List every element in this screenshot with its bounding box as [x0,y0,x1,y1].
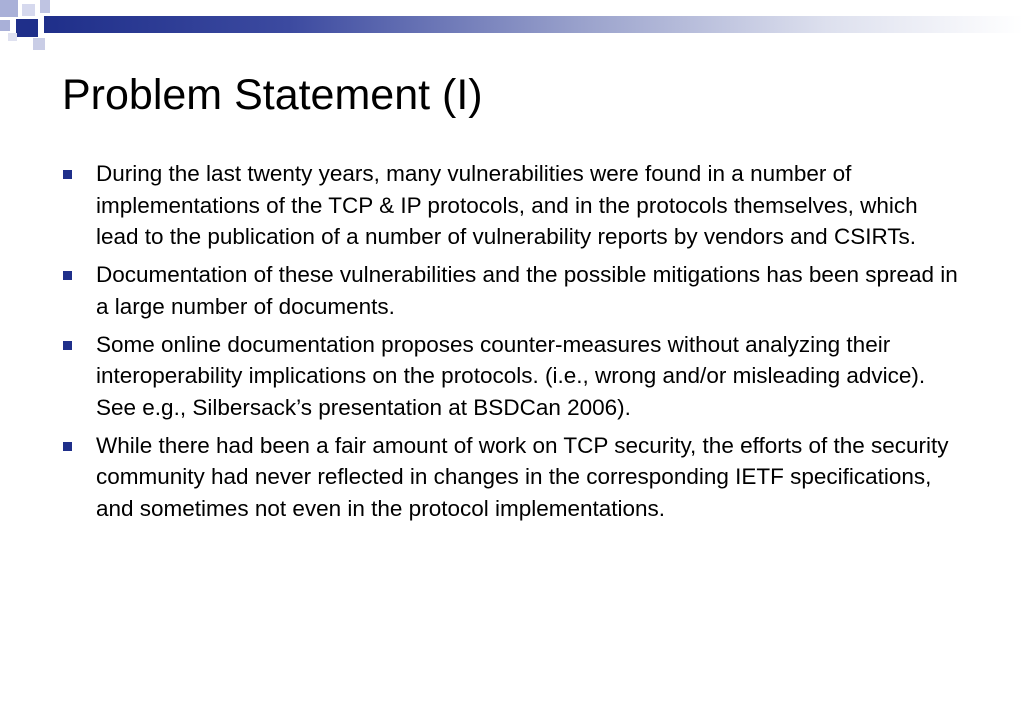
square-bullet-icon [63,341,72,350]
bullet-text: Some online documentation proposes counter-measures without analyzing their interoperability implications on the protocols. (i.e., wrong and/or misleading advice). See e.g., Silbersack’s presentation at BSDCan 2006). [96,331,926,420]
bullet-item [96,329,958,424]
decor-square [22,4,35,16]
slide-title: Problem Statement (I) [62,71,483,119]
decor-square [16,19,38,37]
square-bullet-icon [63,170,72,179]
decor-square [8,33,17,41]
bullet-list [96,158,958,531]
square-bullet-icon [63,442,72,451]
decor-square [40,0,50,13]
bullet-text: While there had been a fair amount of work on TCP security, the efforts of the security community had never reflected in changes in the corresponding IETF specifications, and sometimes not even in the protocol implementations. [96,432,949,521]
header-gradient-bar [44,16,1023,33]
square-bullet-icon [63,271,72,280]
bullet-text: During the last twenty years, many vulnerabilities were found in a number of implementations of the TCP & IP protocols, and in the protocols themselves, which lead to the publication of a number of vulnerability reports by vendors and CSIRTs. [96,161,918,249]
decor-square [0,20,10,31]
bullet-item [96,158,958,253]
decor-square [0,0,18,17]
bullet-text: Documentation of these vulnerabilities and the possible mitigations has been spread in a large number of documents. [96,262,958,319]
bullet-item [96,259,958,322]
decor-square [33,38,45,50]
bullet-item [96,430,958,525]
